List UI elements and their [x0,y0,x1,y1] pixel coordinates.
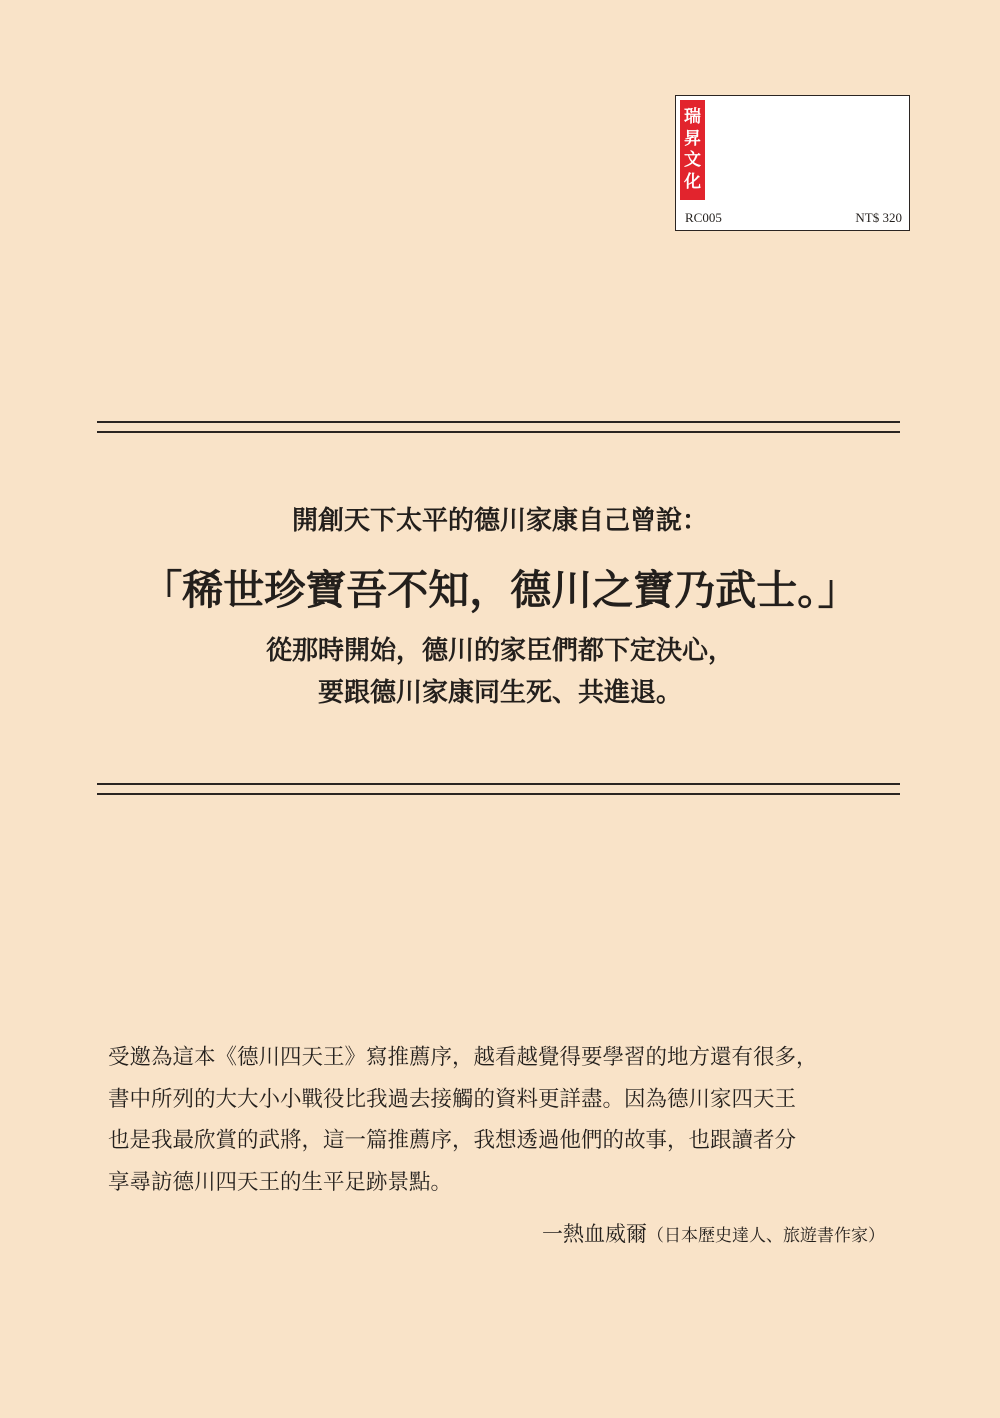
book-price: NT$ 320 [855,210,902,225]
quote-main: 「稀世珍寶吾不知，德川之寶乃武士。」 [141,566,859,614]
attribution [542,1218,885,1248]
logo-char: 昇 [684,128,701,149]
logo-char: 文 [684,150,701,171]
paragraph-line: 也是我最欣賞的武將，這一篇推薦序，我想透過他們的故事，也跟讀者分 [108,1128,797,1153]
logo-char: 瑞 [684,106,701,127]
quote-intro: 開創天下太平的德川家康自己曾說： [291,506,708,536]
paragraph-line: 享尋訪德川四天王的生平足跡景點。 [108,1169,453,1195]
quote-followup-line: 要跟德川家康同生死、共進退。 [317,678,682,709]
publisher-logo [680,100,705,200]
logo-char: 化 [684,172,701,193]
price-box [675,95,910,231]
paragraph-line: 書中所列的大大小小戰役比我過去接觸的資料更詳盡。因為德川家四天王 [108,1086,797,1112]
book-code: RC005 [685,210,722,225]
quote-followup-line: 從那時開始，德川的家臣們都下定決心， [265,636,734,666]
recommendation-paragraph [108,1037,898,1203]
quote-followup [0,630,1000,714]
attribution-name: 一熱血威爾 [542,1222,647,1246]
paragraph-line: 受邀為這本《德川四天王》寫推薦序，越看越覺得要學習的地方還有很多， [108,1045,818,1070]
attribution-role: （日本歷史達人、旅遊書作家） [647,1226,885,1246]
